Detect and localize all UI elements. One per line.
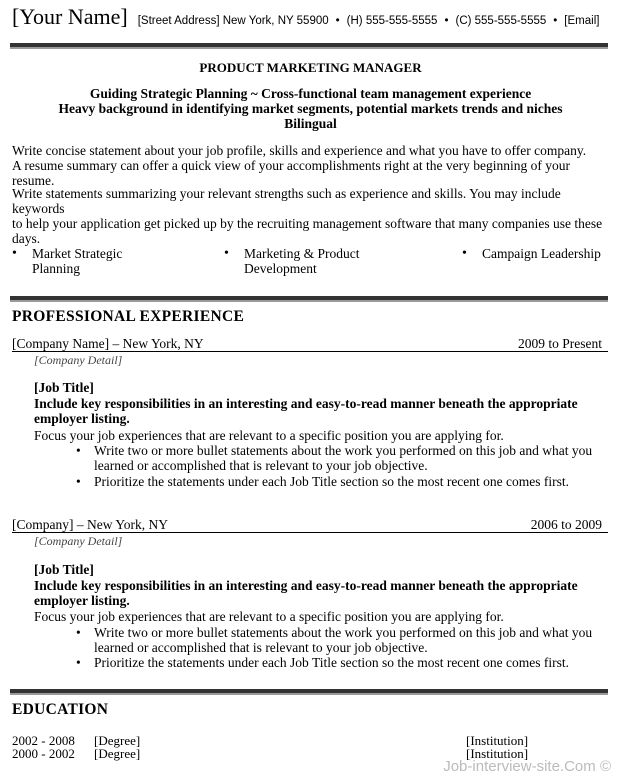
- company-detail: [Company Detail]: [34, 353, 123, 367]
- experience-heading: PROFESSIONAL EXPERIENCE: [12, 308, 245, 325]
- bullet-icon: •: [76, 625, 81, 640]
- section-divider: [10, 296, 608, 302]
- resume-header: [12, 4, 599, 30]
- candidate-name: [Your Name]: [12, 4, 128, 29]
- separator-dot: •: [444, 15, 449, 27]
- education-degree: [Degree]: [94, 733, 141, 748]
- separator-dot: •: [553, 15, 558, 27]
- strengths-paragraph: [12, 186, 608, 246]
- job-focus: Focus your job experiences that are relevant to a specific position you are applying for.: [34, 609, 504, 624]
- job-header: [12, 517, 602, 533]
- job-responsibilities: Include key responsibilities in an interesting and easy-to-read manner beneath the appropriate employer listing.: [34, 396, 578, 426]
- skill-label: Market Strategic Planning: [32, 246, 123, 276]
- bullet-icon: •: [76, 655, 81, 670]
- summary-line: Write concise statement about your job profile, skills and experience and what you have to offer company.: [12, 143, 587, 158]
- home-phone: (H) 555-555-5555: [346, 15, 438, 27]
- job-bullet: Write two or more bullet statements about the work you performed on this job and what you learned or accomplished that is relevant to your job objective.: [94, 625, 593, 655]
- copyright-icon: ©: [599, 758, 611, 775]
- skill-item: [224, 246, 404, 278]
- education-institution: [Institution]: [466, 733, 529, 748]
- header-divider: [10, 43, 608, 49]
- email: [Email]: [564, 15, 600, 27]
- education-years: 2000 - 2002: [12, 746, 75, 761]
- job-title: [Job Title]: [34, 562, 94, 577]
- education-institution: [Institution]: [466, 746, 529, 761]
- summary-line: A resume summary can offer a quick view of your accomplishments right at the very beginning of your resume.: [12, 158, 570, 188]
- skill-item: [462, 246, 612, 266]
- skill-label: Marketing & Product Development: [244, 246, 360, 276]
- separator-dot: •: [335, 15, 340, 27]
- bullet-icon: •: [76, 443, 81, 458]
- strengths-line: days.: [12, 231, 41, 246]
- job-header: [12, 336, 602, 352]
- strengths-line: Write statements summarizing your relevant strengths such as experience and skills. You may include keywords: [12, 186, 561, 216]
- strengths-line: to help your application get picked up by the recruiting management software that many companies use these: [12, 216, 603, 231]
- job-bullet: Write two or more bullet statements about the work you performed on this job and what you learned or accomplished that is relevant to your job objective.: [94, 443, 593, 473]
- job-underline: [12, 351, 608, 352]
- job-focus: Focus your job experiences that are relevant to a specific position you are applying for.: [34, 428, 504, 443]
- job-title: [Job Title]: [34, 380, 94, 395]
- education-heading: EDUCATION: [12, 701, 109, 718]
- target-role: PRODUCT MARKETING MANAGER: [199, 60, 422, 75]
- bullet-icon: •: [76, 474, 81, 489]
- education-degree: [Degree]: [94, 746, 141, 761]
- job-dates: 2009 to Present: [518, 336, 602, 351]
- qualification-line: Guiding Strategic Planning ~ Cross-functional team management experience: [89, 86, 532, 101]
- qualification-line: Bilingual: [284, 116, 337, 131]
- cell-phone: (C) 555-555-5555: [455, 15, 547, 27]
- summary-paragraph: [12, 143, 608, 188]
- job-dates: 2006 to 2009: [530, 517, 602, 532]
- education-years: 2002 - 2008: [12, 733, 75, 748]
- section-divider: [10, 689, 608, 695]
- job-underline: [12, 532, 608, 533]
- qualification-line: Heavy background in identifying market segments, potential markets trends and niches: [58, 101, 563, 116]
- street-address: [Street Address] New York, NY 55900: [137, 15, 329, 27]
- job-responsibilities: Include key responsibilities in an interesting and easy-to-read manner beneath the appropriate employer listing.: [34, 578, 578, 608]
- skill-label: Campaign Leadership: [482, 246, 601, 261]
- site-watermark: Job-interview-site.Com ©: [443, 758, 611, 775]
- bullet-icon: •: [12, 246, 17, 261]
- bullet-icon: •: [224, 246, 229, 261]
- company-name: [Company Name] – New York, NY: [12, 336, 204, 351]
- job-bullet: Prioritize the statements under each Job Title section so the most recent one comes first.: [94, 655, 570, 670]
- company-detail: [Company Detail]: [34, 534, 123, 548]
- skill-item: [12, 246, 192, 276]
- bullet-icon: •: [462, 246, 467, 261]
- job-bullet: Prioritize the statements under each Job Title section so the most recent one comes first.: [94, 474, 570, 489]
- company-name: [Company] – New York, NY: [12, 517, 168, 532]
